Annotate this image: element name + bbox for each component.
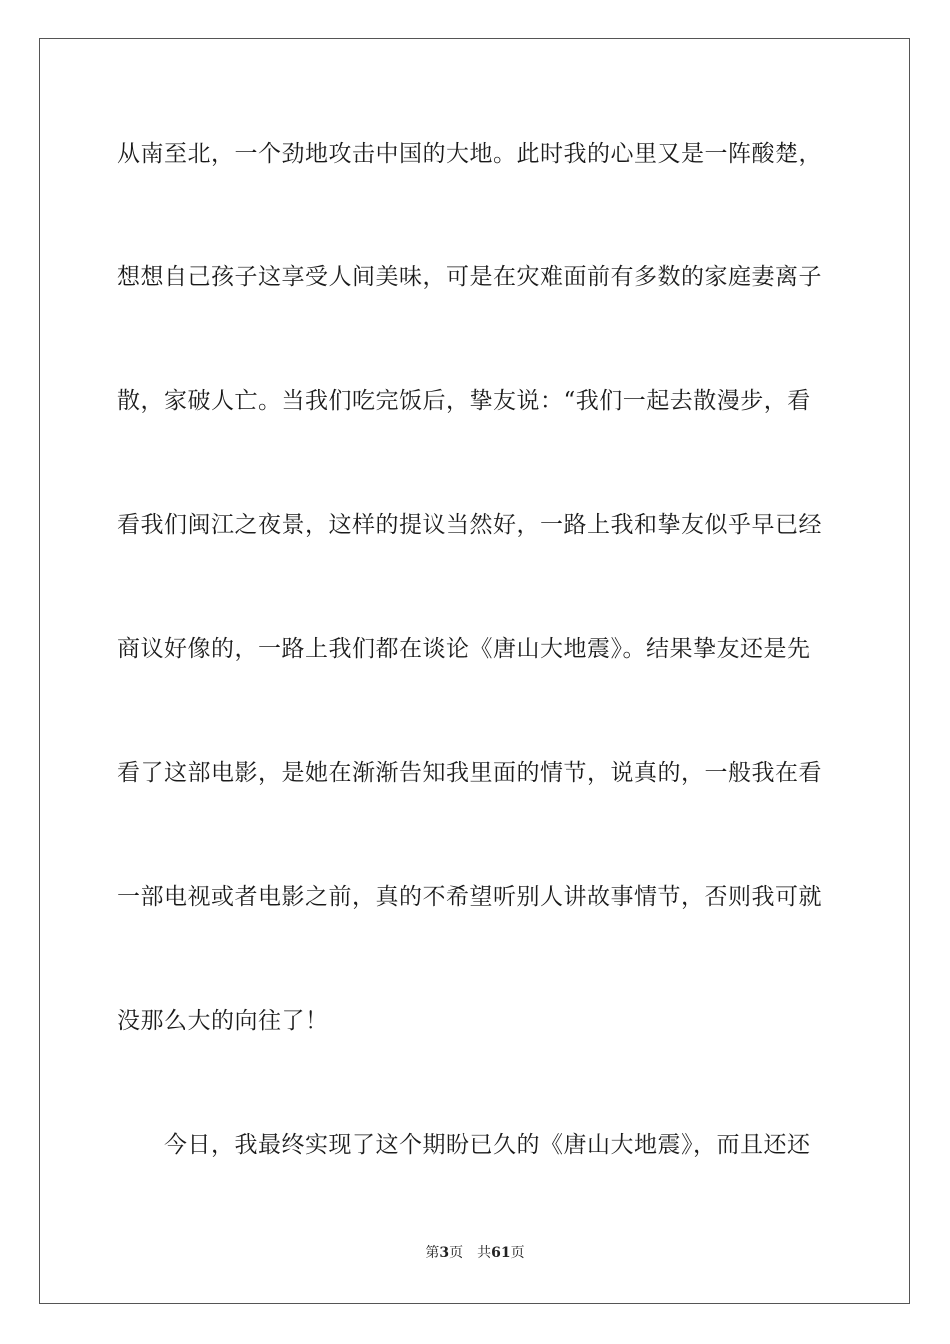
body-text-line: 想想自己孩子这享受人间美味，可是在灾难面前有多数的家庭妻离子 [117,264,822,290]
body-text-line: 一部电视或者电影之前，真的不希望听别人讲故事情节，否则我可就 [117,884,822,910]
page-footer [0,1244,950,1262]
page-border [39,38,910,1304]
page-total: 共61页 [477,1245,525,1261]
body-text-line: 散，家破人亡。当我们吃完饭后，挚友说：“我们一起去散漫步，看 [117,388,811,414]
body-text-line: 商议好像的，一路上我们都在谈论《唐山大地震》。结果挚友还是先 [117,636,811,662]
page-number: 第3页 [425,1245,464,1261]
body-text-line: 看我们闽江之夜景，这样的提议当然好，一路上我和挚友似乎早已经 [117,512,822,538]
body-text-line: 从南至北，一个劲地攻击中国的大地。此时我的心里又是一阵酸楚， [117,141,822,167]
body-text-line: 没那么大的向往了！ [117,1008,329,1034]
body-text-line: 看了这部电影，是她在渐渐告知我里面的情节，说真的，一般我在看 [117,760,822,786]
paragraph-start-line: 今日，我最终实现了这个期盼已久的《唐山大地震》，而且还还 [164,1132,811,1158]
